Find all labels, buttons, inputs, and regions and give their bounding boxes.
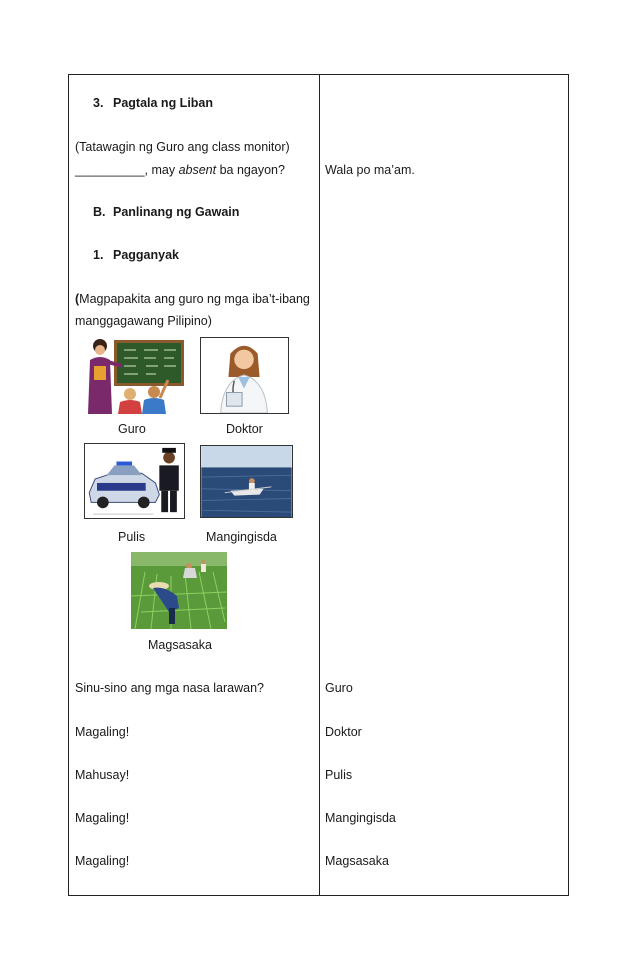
section-b-letter: B.	[93, 205, 106, 219]
caption-magsasaka: Magsasaka	[148, 638, 212, 652]
show-instruction-paren: (	[75, 292, 80, 306]
praise-3: Magaling!	[75, 811, 130, 825]
answer-doktor: Doktor	[325, 725, 362, 739]
answer-magsasaka: Magsasaka	[325, 854, 389, 868]
step1-title: Pagganyak	[113, 248, 180, 262]
show-instruction-line2: manggagawang Pilipino)	[75, 314, 212, 328]
praise-1: Magaling!	[75, 725, 130, 739]
column-divider	[319, 75, 320, 895]
answer-guro: Guro	[325, 681, 353, 695]
show-instruction-line1	[75, 292, 310, 307]
caption-pulis: Pulis	[118, 530, 146, 544]
question-who: Sinu-sino ang mga nasa larawan?	[75, 681, 265, 695]
absent-question-blank: __________, may	[75, 163, 176, 177]
caption-doktor: Doktor	[226, 422, 263, 436]
farmer-picture	[131, 552, 227, 629]
caption-guro: Guro	[118, 422, 146, 436]
step3-number: 3.	[93, 96, 104, 110]
praise-4: Magaling!	[75, 854, 130, 868]
monitor-instruction: (Tatawagin ng Guro ang class monitor)	[75, 140, 290, 154]
answer-mangingisda: Mangingisda	[325, 811, 396, 825]
answer-pulis: Pulis	[325, 768, 353, 782]
step3-title: Pagtala ng Liban	[113, 96, 214, 110]
section-b-title: Panlinang ng Gawain	[113, 205, 240, 219]
doctor-picture	[200, 337, 289, 414]
absent-question	[75, 163, 285, 178]
fisherman-picture	[200, 445, 293, 518]
step1-number: 1.	[93, 248, 104, 262]
absent-question-end: ba ngayon?	[219, 163, 285, 177]
caption-mangingisda: Mangingisda	[206, 530, 277, 544]
absent-question-word: absent	[178, 163, 217, 177]
show-instruction-text: Magpapakita ang guro ng mga iba’t-ibang	[79, 292, 310, 306]
police-picture	[84, 443, 185, 519]
praise-2: Mahusay!	[75, 768, 130, 782]
absent-answer: Wala po ma’am.	[325, 163, 415, 177]
teacher-picture	[86, 336, 187, 414]
